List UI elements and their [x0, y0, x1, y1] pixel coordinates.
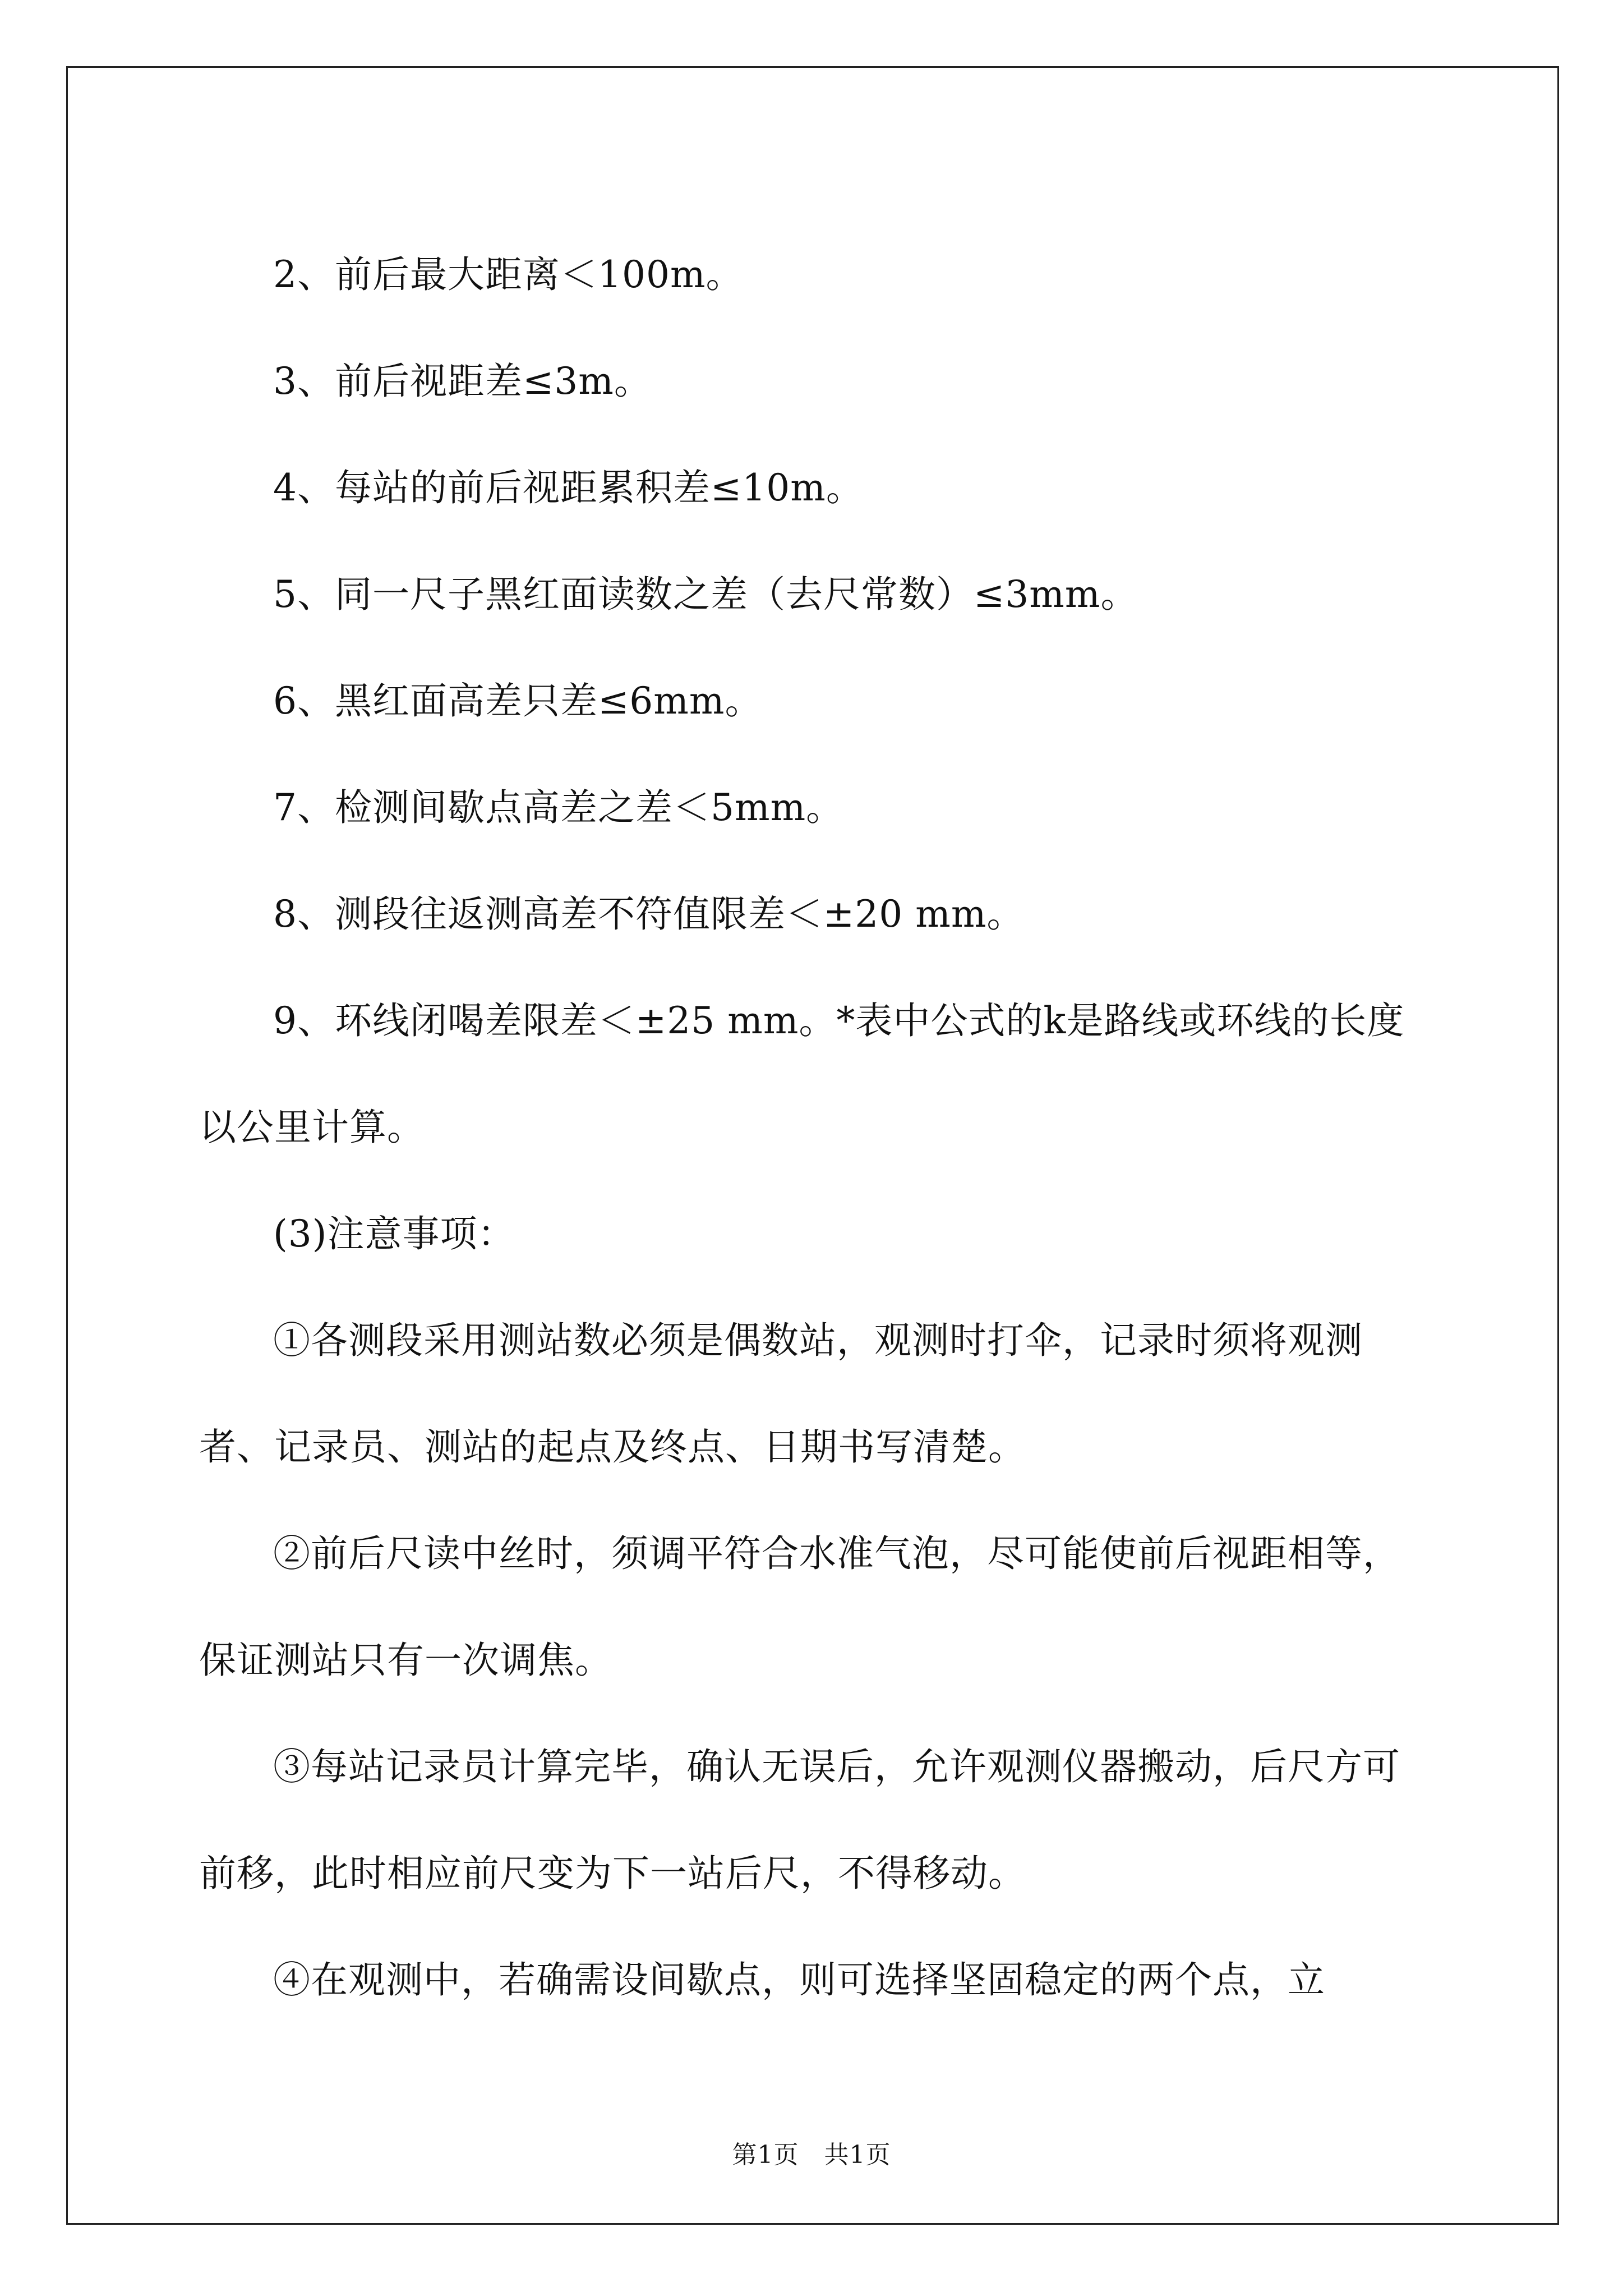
paragraph-note-1: ①各测段采用测站数必须是偶数站，观测时打伞，记录时须将观测者、记录员、测站的起点及终点、日期书写清楚。	[199, 1319, 1363, 1469]
paragraph-3: 4、每站的前后视距累积差≤10m。	[273, 466, 864, 509]
paragraph-8: 9、环线闭喝差限差＜±25 mm。*表中公式的k是路线或环线的长度以公里计算。	[199, 999, 1405, 1149]
paragraph-note-3: ③每站记录员计算完毕，确认无误后，允许观测仪器搬动，后尺方可前移，此时相应前尺变为下一站后尺，不得移动。	[199, 1745, 1400, 1895]
paragraph-7: 8、测段往返测高差不符值限差＜±20 mm。	[273, 892, 1025, 936]
paragraph-note-4: ④在观测中，若确需设间歇点，则可选择坚固稳定的两个点，立	[273, 1958, 1325, 2001]
paragraph-6: 7、检测间歇点高差之差＜5mm。	[273, 786, 844, 829]
paragraph-4: 5、同一尺子黑红面读数之差（去尺常数）≤3mm。	[273, 573, 1138, 616]
document-body	[199, 222, 1433, 2033]
paragraph-5: 6、黑红面高差只差≤6mm。	[273, 679, 763, 723]
paragraph-note-2: ②前后尺读中丝时，须调平符合水准气泡，尽可能使前后视距相等，保证测站只有一次调焦。	[199, 1532, 1400, 1682]
paragraph-1: 2、前后最大距离＜100m。	[273, 253, 744, 296]
page-footer: 第1页 共1页	[732, 2141, 891, 2169]
section-heading-notes: (3)注意事项：	[273, 1212, 515, 1255]
paragraph-2: 3、前后视距差≤3m。	[273, 360, 652, 403]
